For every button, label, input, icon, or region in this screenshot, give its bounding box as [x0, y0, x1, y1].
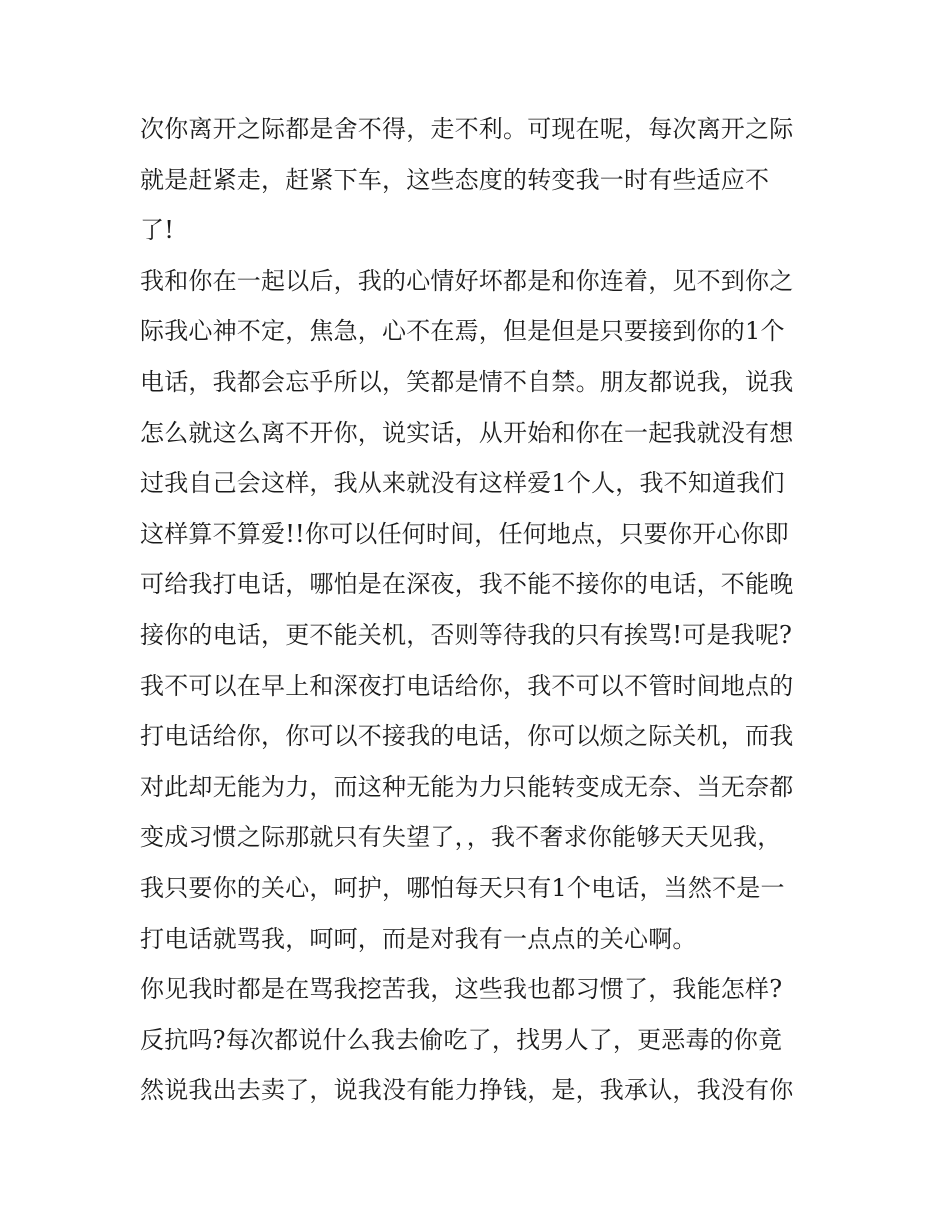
text-line-3: 了!: [140, 216, 175, 245]
body-text: [140, 104, 820, 1116]
text-line-5: 际我心神不定，焦急，心不在焉，但是但是只要接到你的1个: [140, 317, 785, 346]
text-line-7: 怎么就这么离不开你，说实话，从开始和你在一起我就没有想: [140, 418, 794, 447]
text-line-8: 过我自己会这样，我从来就没有这样爱1个人，我不知道我们: [140, 469, 785, 498]
text-line-1: 次你离开之际都是舍不得，走不利。可现在呢，每次离开之际: [140, 115, 794, 143]
text-line-18: 你见我时都是在骂我挖苦我，这些我也都习惯了，我能怎样?: [140, 975, 783, 1004]
text-line-19: 反抗吗?每次都说什么我去偷吃了，找男人了，更恶毒的你竟: [140, 1025, 783, 1054]
text-line-11: 接你的电话，更不能关机，否则等待我的只有挨骂!可是我呢?: [140, 620, 793, 649]
text-line-13: 打电话给你，你可以不接我的电话，你可以烦之际关机，而我: [140, 722, 794, 751]
text-line-2: 就是赶紧走，赶紧下车，这些态度的转变我一时有些适应不: [140, 165, 770, 194]
text-line-6: 电话，我都会忘乎所以，笑都是情不自禁。朋友都说我，说我: [140, 367, 794, 396]
text-line-10: 可给我打电话，哪怕是在深夜，我不能不接你的电话，不能晚: [140, 570, 794, 599]
text-line-17: 打电话就骂我，呵呵，而是对我有一点点的关心啊。: [140, 924, 697, 953]
text-line-16: 我只要你的关心，呵护，哪怕每天只有1个电话，当然不是一: [140, 873, 785, 902]
text-line-12: 我不可以在早上和深夜打电话给你，我不可以不管时间地点的: [140, 671, 794, 700]
text-line-15: 变成习惯之际那就只有失望了，，我不奢求你能够天天见我，: [140, 823, 782, 852]
text-line-9: 这样算不算爱!!你可以任何时间，任何地点，只要你开心你即: [140, 519, 789, 548]
text-line-20: 然说我出去卖了，说我没有能力挣钱，是，我承认，我没有你: [140, 1076, 794, 1105]
text-line-4: 我和你在一起以后，我的心情好坏都是和你连着，见不到你之: [140, 266, 794, 295]
text-line-14: 对此却无能为力，而这种无能为力只能转变成无奈、当无奈都: [140, 772, 794, 801]
